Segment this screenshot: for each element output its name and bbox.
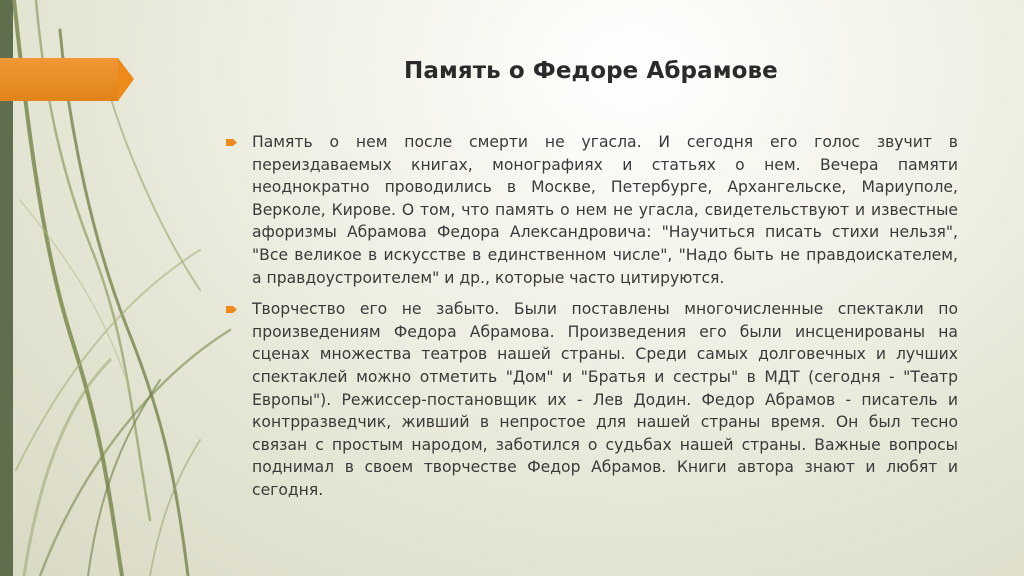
arrow-bullet-icon xyxy=(226,306,237,313)
slide-body xyxy=(226,131,958,511)
bullet-paragraph-2 xyxy=(226,298,958,501)
paragraph-text: Творчество его не забыто. Были поставлены многочисленные спектакли по произведениям Федора Абрамова. Произведения его были инсценированы на сценах множества театров нашей страны. Среди самых долговечных и лучших спектаклей можно отметить "Дом" и "Братья и сестры" в МДТ (сегодня - "Театр Европы"). Режиссер-постановщик их - Лев Додин. Федор Абрамов - писатель и контрразведчик, живший в непростое для нашей страны время. Он был тесно связан с простым народом, заботился о судьбах нашей страны. Важные вопросы поднимал в своем творчестве Федор Абрамов. Книги автора знают и любят и сегодня. xyxy=(252,300,958,499)
title-accent-tab xyxy=(0,58,134,101)
arrow-bullet-icon xyxy=(226,139,237,146)
bullet-paragraph-1 xyxy=(226,131,958,289)
slide-title: Память о Федоре Абрамове xyxy=(404,58,778,84)
paragraph-text: Память о нем после смерти не угасла. И сегодня его голос звучит в переиздаваемых книгах, монографиях и статьях о нем. Вечера памяти неоднократно проводились в Москве, Петербурге, Архангельске, Мариуполе, Верколе, Кирове. О том, что память о нем не угасла, свидетельствуют и известные афоризмы Абрамова Федора Александровича: "Научиться писать стихи нельзя", "Все великое в искусстве в единственном числе", "Надо быть не правдоискателем, а правдоустроителем" и др., которые часто цитируются. xyxy=(252,133,958,287)
